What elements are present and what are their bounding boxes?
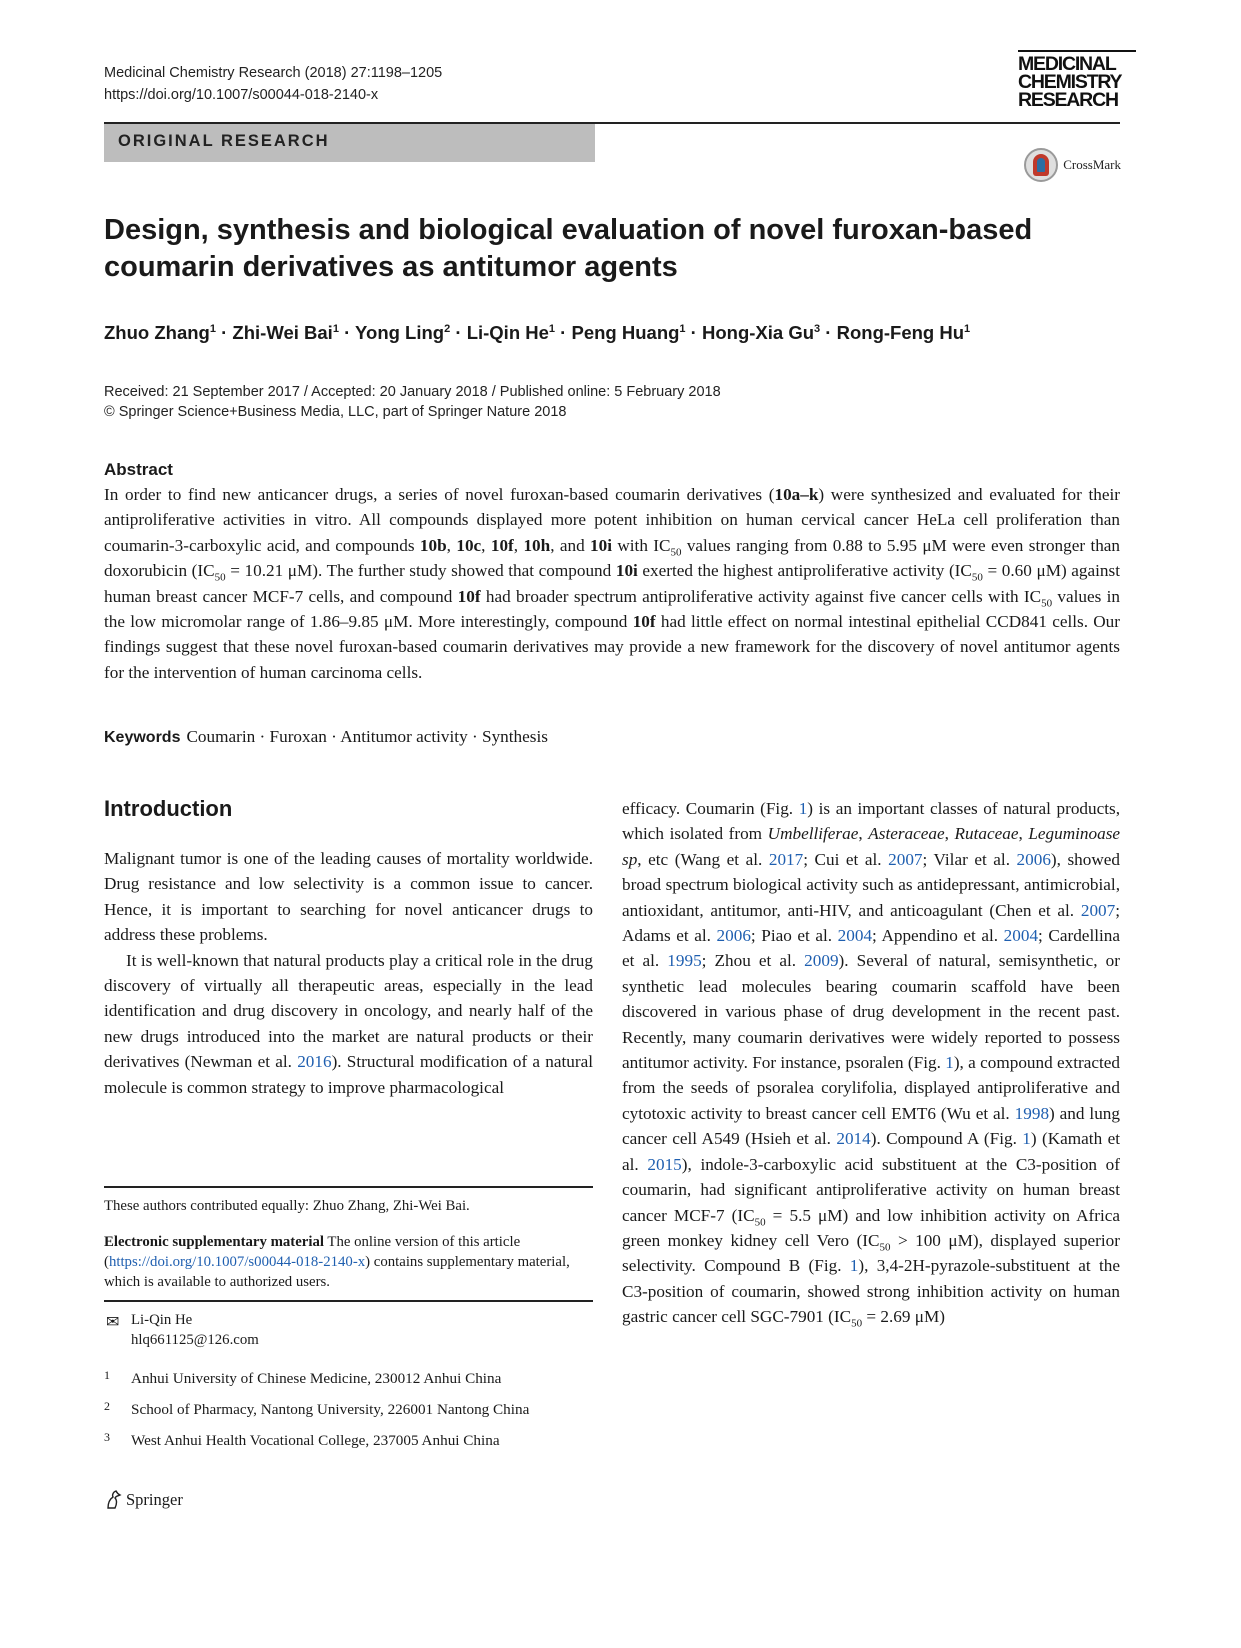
springer-horse-icon	[104, 1490, 122, 1510]
footnote-rule	[104, 1300, 593, 1302]
citation-link[interactable]: 2015	[647, 1154, 682, 1174]
figure-link[interactable]: 1	[849, 1256, 859, 1276]
intro-column-left	[104, 846, 593, 1100]
journal-doi[interactable]: https://doi.org/10.1007/s00044-018-2140-x	[104, 87, 379, 103]
keyword: Antitumor activity	[340, 727, 468, 746]
email-icon: ✉	[106, 1314, 120, 1331]
affiliation-number: 1	[104, 1368, 110, 1382]
affiliation: West Anhui Health Vocational College, 237005 Anhui China	[131, 1432, 500, 1449]
citation-link[interactable]: 1998	[1014, 1103, 1050, 1123]
citation-link[interactable]: 2014	[836, 1129, 871, 1149]
keyword: Furoxan	[269, 727, 327, 746]
author-list: Zhuo Zhang$^1$ · Zhi-Wei Bai$^1$ · Yong Ling$^2$ · Li-Qin $He^1$ · Peng Huang$^1$ · Hong-Xia $Gu^3$ · Rong-Feng Hu$^1$	[104, 322, 971, 343]
author-name: Zhuo Zhang	[104, 322, 210, 343]
citation-link[interactable]: 1995	[667, 951, 702, 971]
affiliation: School of Pharmacy, Nantong University, 226001 Nantong China	[131, 1401, 530, 1418]
crossmark-badge[interactable]	[1024, 148, 1121, 182]
keyword: Coumarin	[186, 727, 256, 746]
figure-link[interactable]: 1	[798, 799, 808, 818]
publication-dates: Received: 21 September 2017 / Accepted: 20 January 2018 / Published online: 5 February 2018 © Springer Science+Business Media, LLC, part of Springer Nature 2018	[104, 384, 721, 420]
corresponding-author: Li-Qin He hlq661125@126.com	[131, 1310, 620, 1350]
crossmark-icon	[1024, 148, 1058, 182]
supplementary-note: Electronic supplementary material The online version of this article (https://doi.org/10.1007/s00044-018-2140-x) contains supplementary material, which is available to authorized users.	[104, 1234, 570, 1290]
citation-link[interactable]: 2009	[804, 951, 839, 971]
introduction-heading: Introduction	[104, 796, 233, 821]
citation-link[interactable]: 2007	[1080, 900, 1116, 920]
footnote-rule	[104, 1186, 593, 1188]
affiliation: Anhui University of Chinese Medicine, 230012 Anhui China	[131, 1370, 502, 1387]
author-name: Rong-Feng Hu	[836, 322, 965, 343]
citation-link[interactable]: 2006	[1016, 849, 1051, 869]
figure-link[interactable]: 1	[1022, 1129, 1031, 1149]
citation-link[interactable]: 2007	[888, 849, 923, 869]
intro-paragraph-2: It is well-known that natural products play a critical role in the drug discovery of virtually all therapeutic areas, especially in the lead identification and drug discovery in oncology, and nearly half of the new drugs introduced into the market are natural products or their derivatives (Newman et al. 2016). Structural modification of a natural molecule is common strategy to improve pharmacological	[104, 950, 593, 1097]
article-title: Design, synthesis and biological evaluation of novel furoxan-based coumarin derivatives as antitumor agents	[104, 214, 1033, 283]
affiliation-number: 3	[104, 1430, 110, 1444]
author-email[interactable]: hlq661125@126.com	[131, 1332, 259, 1348]
author-name: Peng Huang	[571, 322, 680, 343]
figure-link[interactable]: 1	[945, 1053, 954, 1073]
journal-citation: Medicinal Chemistry Research (2018) 27:1198–1205	[104, 65, 443, 81]
crossmark-label: CrossMark	[1063, 157, 1121, 172]
author-name: Zhi-Wei Bai	[232, 322, 333, 343]
abstract-heading: Abstract	[104, 460, 173, 479]
author-name: Hong-Xia Gu	[702, 322, 815, 343]
citation-link[interactable]: 2004	[837, 926, 873, 946]
intro-paragraph-1: Malignant tumor is one of the leading causes of mortality worldwide. Drug resistance and low selectivity is a common issue to cancer. Hence, it is important to searching for novel anticancer drugs to address these problems.	[104, 849, 593, 945]
publisher-logo: Springer	[104, 1490, 183, 1510]
keyword: Synthesis	[482, 727, 548, 746]
keywords: Keywords Coumarin · Furoxan · Antitumor activity · Synthesis	[104, 727, 548, 746]
supplementary-link[interactable]: https://doi.org/10.1007/s00044-018-2140-x	[108, 1254, 366, 1270]
citation-link[interactable]: 2004	[1003, 926, 1039, 946]
journal-logo: MEDICINAL CHEMISTRY RESEARCH	[1018, 50, 1136, 109]
citation-link[interactable]: 2017	[768, 849, 804, 869]
equal-contribution-note: These authors contributed equally: Zhuo Zhang, Zhi-Wei Bai.	[104, 1198, 470, 1214]
citation-link[interactable]: 2006	[716, 926, 751, 946]
affiliation-number: 2	[104, 1399, 110, 1413]
author-name: Yong Ling	[355, 322, 445, 343]
abstract-body: In order to find new anticancer drugs, a series of novel furoxan-based coumarin derivatives (10a–k) were synthesized and evaluated for their antiproliferative activities in vitro. All compounds displayed more potent inhibition on human cervical cancer HeLa cell proliferation than coumarin-3-carboxylic acid, and compounds 10b, 10c, 10f, 10h, and 10i with $IC_{50}$ values ranging from 0.88 to 5.95 μM were even stronger than doxorubicin ($IC_{50} = 10.21$ μM). The further study showed that compound 10i exerted the highest antiproliferative activity ($IC_{50} = 0.60$ μM) against human breast cancer MCF-7 cells, and compound 10f had broader spectrum antiproliferative activity against five cancer cells with $IC_{50}$ values in the low micromolar range of 1.86–9.85 μM. More interestingly, compound 10f had little effect on normal intestinal epithelial CCD841 cells. Our findings suggest that these novel furoxan-based coumarin derivatives may provide a new framework for the discovery of novel antitumor agents for the intervention of human carcinoma cells.	[104, 485, 1121, 682]
citation-link[interactable]: 2016	[297, 1052, 332, 1072]
article-type-label: ORIGINAL RESEARCH	[118, 132, 330, 150]
intro-column-right: efficacy. Coumarin (Fig. 1) is an important classes of natural products, which isolated from Umbelliferae, Asteraceae, Rutaceae, Leguminoase sp, etc (Wang et al. 2017; Cui et al. 2007; Vilar et al. 2006), showed broad spectrum biological activity such as antidepressant, antimicrobial, antioxidant, antitumor, anti-HIV, and anticoagulant (Chen et al. 2007; Adams et al. 2006; Piao et al. 2004; Appendino et al. 2004; Cardellina et al. 1995; Zhou et al. 2009). Several of natural, semisynthetic, or synthetic lead molecules bearing coumarin scaffold have been discovered in various phase of drug development in the recent past. Recently, many coumarin derivatives were widely reported to possess antitumor activity. For instance, psoralen (Fig. 1), a compound extracted from the seeds of psoralea corylifolia, displayed antiproliferative and cytotoxic activity to breast cancer cell EMT6 (Wu et al. 1998) and lung cancer cell A549 (Hsieh et al. 2014). Compound A (Fig. 1) (Kamath et al. 2015), indole-3-carboxylic acid substituent at the C3-position of coumarin, had significant antiproliferative activity on human breast cancer MCF-7 ($IC_{50} = 5.5$ μM) and low inhibition activity on Africa green monkey kidney cell Vero ($IC_{50} > 100$ μM), displayed superior selectivity. Compound B (Fig. 1), 3,4-2H-pyrazole-substituent at the C3-position of coumarin, showed strong inhibition activity on human gastric cancer cell SGC-7901 ($IC_{50} = 2.69$ μM)	[622, 799, 1121, 1330]
author-name: Li-Qin He	[466, 322, 549, 343]
copyright-line: © Springer Science+Business Media, LLC, part of Springer Nature 2018	[104, 404, 567, 420]
